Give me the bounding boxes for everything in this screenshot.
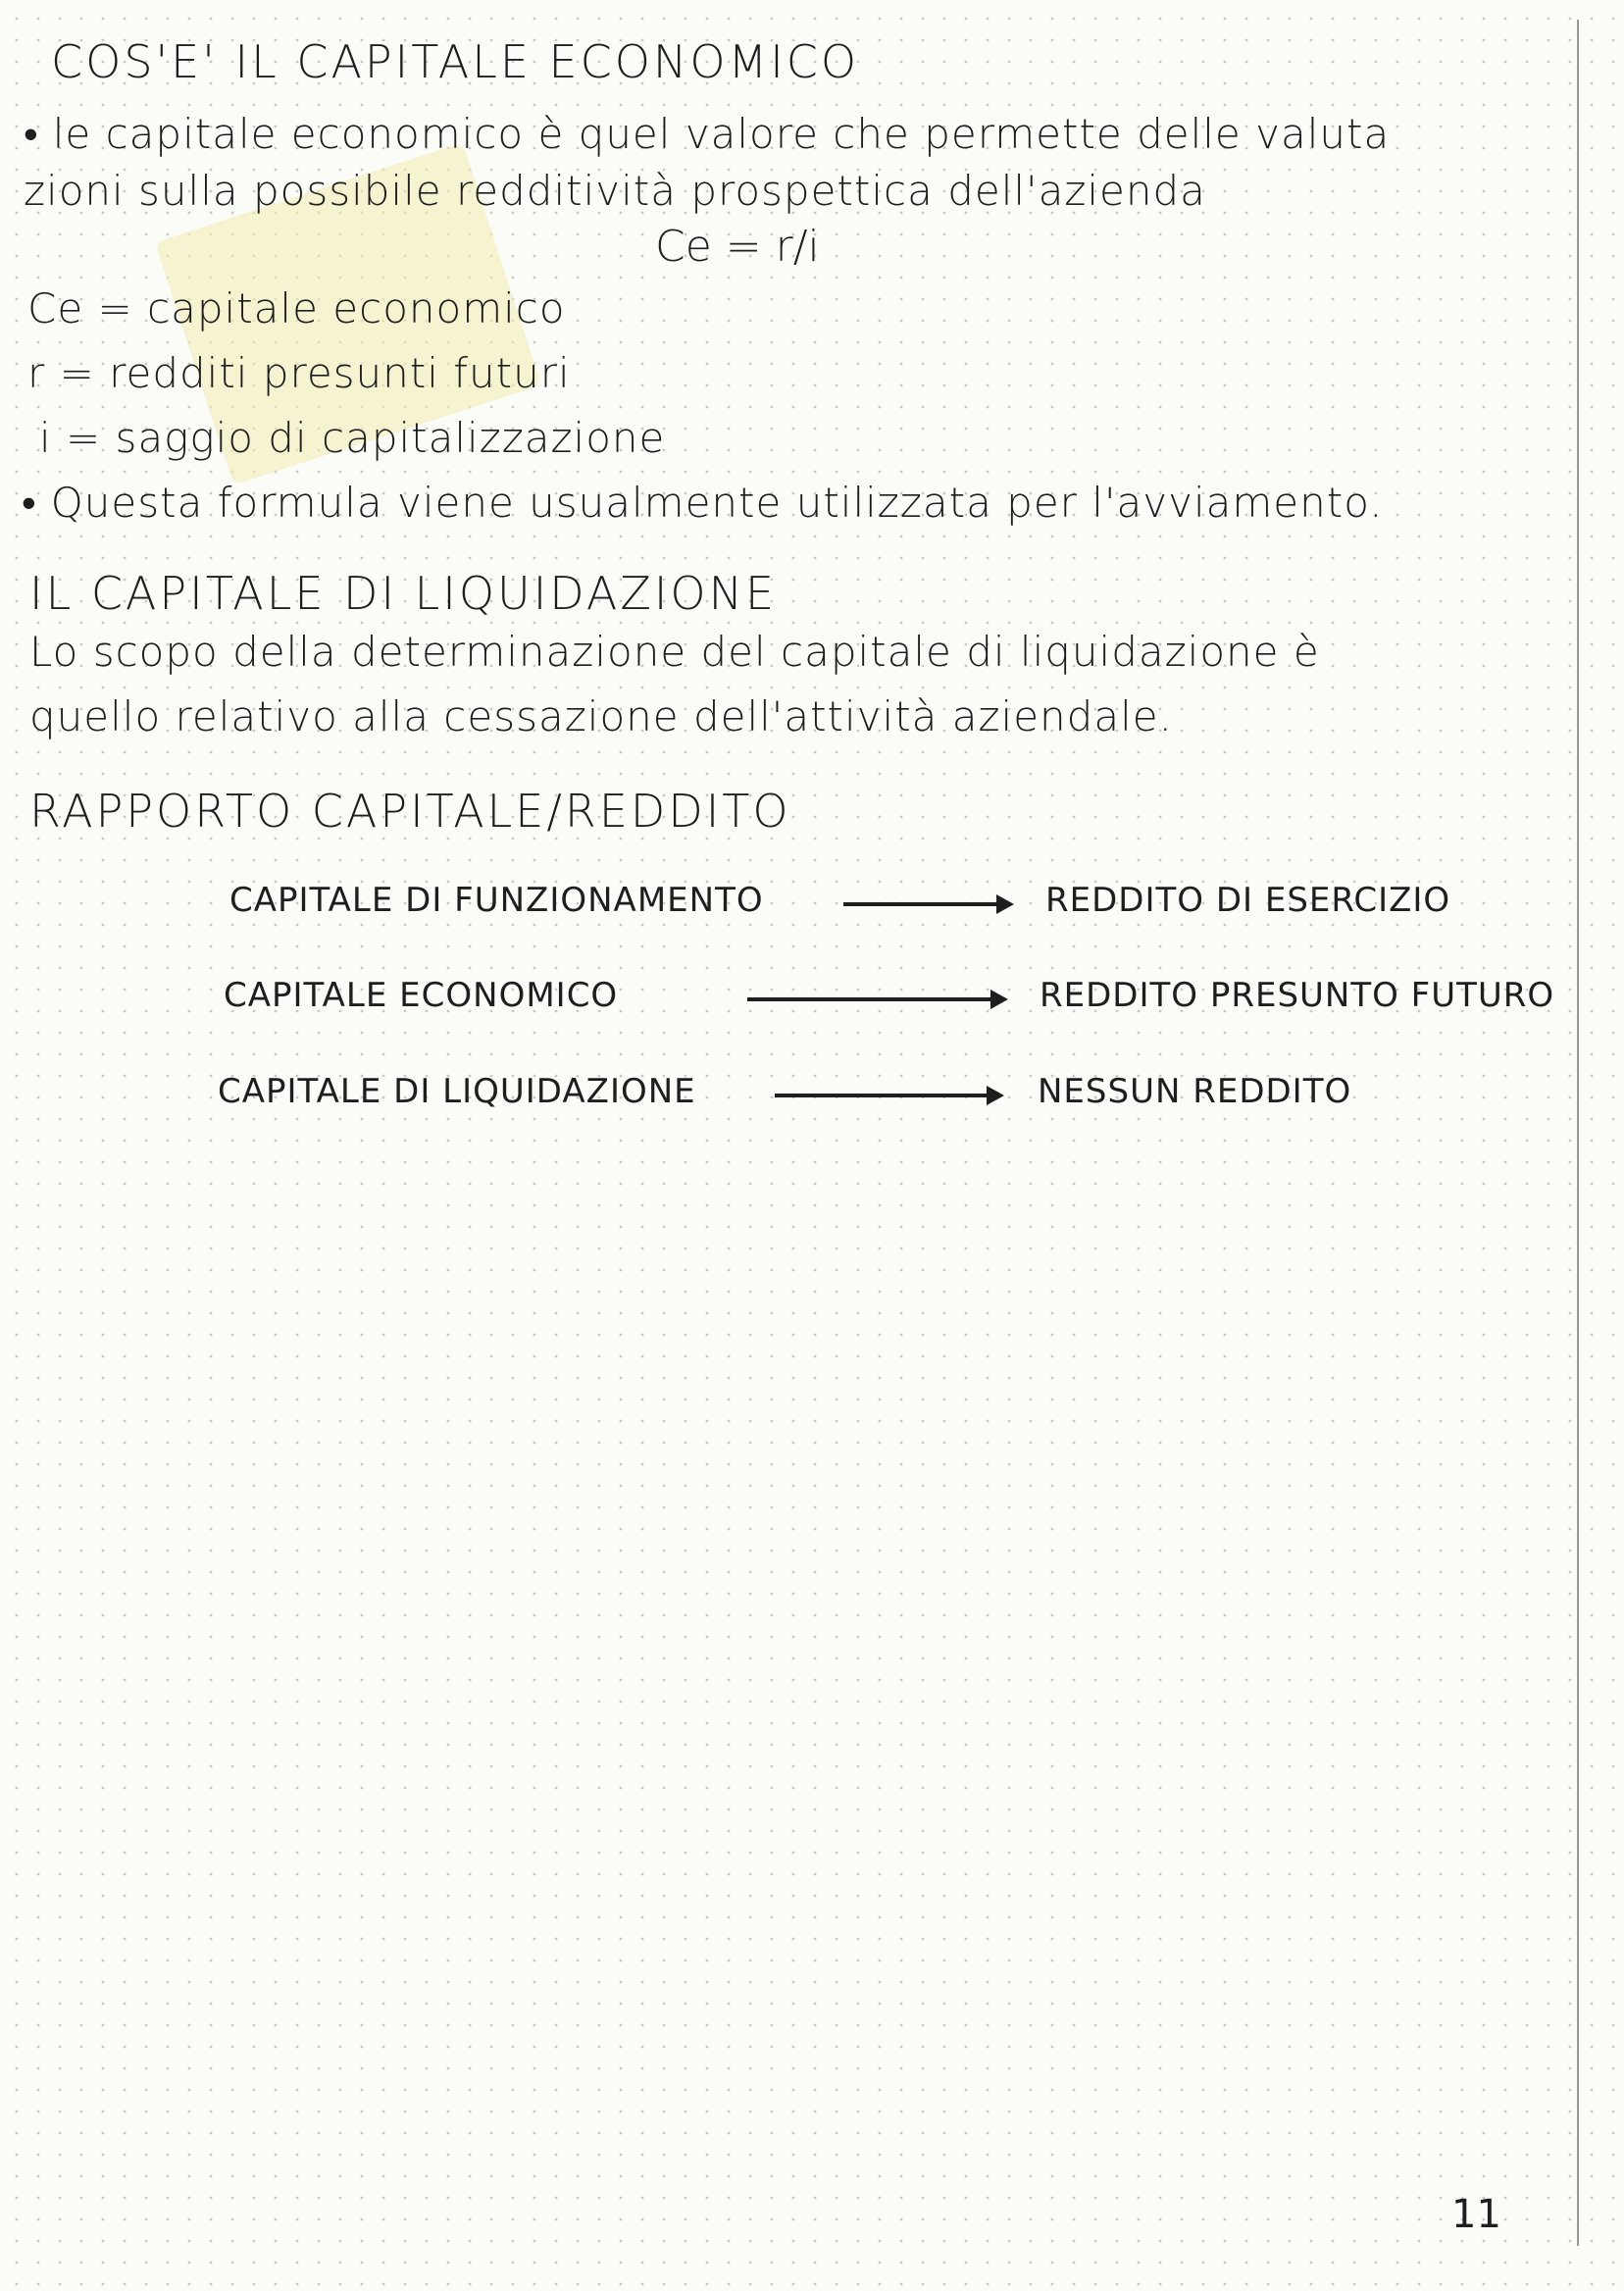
definition-r: r = redditi presunti futuri	[27, 349, 571, 397]
relation-income: REDDITO PRESUNTO FUTURO	[1040, 976, 1555, 1015]
relation-row	[0, 976, 1624, 1025]
section-title-capitale-liquidazione: IL CAPITALE DI LIQUIDAZIONE	[29, 567, 778, 620]
relation-capital: CAPITALE DI FUNZIONAMENTO	[229, 881, 764, 920]
arrow-right-icon	[775, 1094, 1000, 1097]
relation-income: REDDITO DI ESERCIZIO	[1045, 881, 1451, 920]
section-title-rapporto: RAPPORTO CAPITALE/REDDITO	[29, 785, 791, 838]
relation-row	[0, 881, 1624, 930]
relation-capital: CAPITALE DI LIQUIDAZIONE	[218, 1072, 696, 1111]
definition-i: i = saggio di capitalizzazione	[39, 414, 666, 462]
note-avviamento: • Questa formula viene usualmente utilizzata per l'avviamento.	[22, 479, 1384, 527]
formula: Ce = r/i	[655, 222, 820, 272]
paragraph-line-2: zioni sulla possibile redditività prospettica dell'azienda	[24, 167, 1206, 215]
relation-row	[0, 1072, 1624, 1121]
section-title-capitale-economico: COS'E' IL CAPITALE ECONOMICO	[51, 35, 860, 88]
relation-capital: CAPITALE ECONOMICO	[224, 976, 619, 1015]
paragraph-line-1: • le capitale economico è quel valore che permette delle valuta	[24, 110, 1390, 158]
paragraph-liquidazione-line-2: quello relativo alla cessazione dell'attività aziendale.	[29, 692, 1173, 740]
page-number: 11	[1451, 2192, 1501, 2237]
paragraph-liquidazione-line-1: Lo scopo della determinazione del capitale di liquidazione è	[29, 628, 1320, 676]
definition-ce: Ce = capitale economico	[27, 284, 566, 332]
relation-income: NESSUN REDDITO	[1038, 1072, 1352, 1111]
margin-line	[1577, 20, 1579, 2246]
arrow-right-icon	[747, 997, 1004, 1001]
arrow-right-icon	[843, 902, 1010, 906]
